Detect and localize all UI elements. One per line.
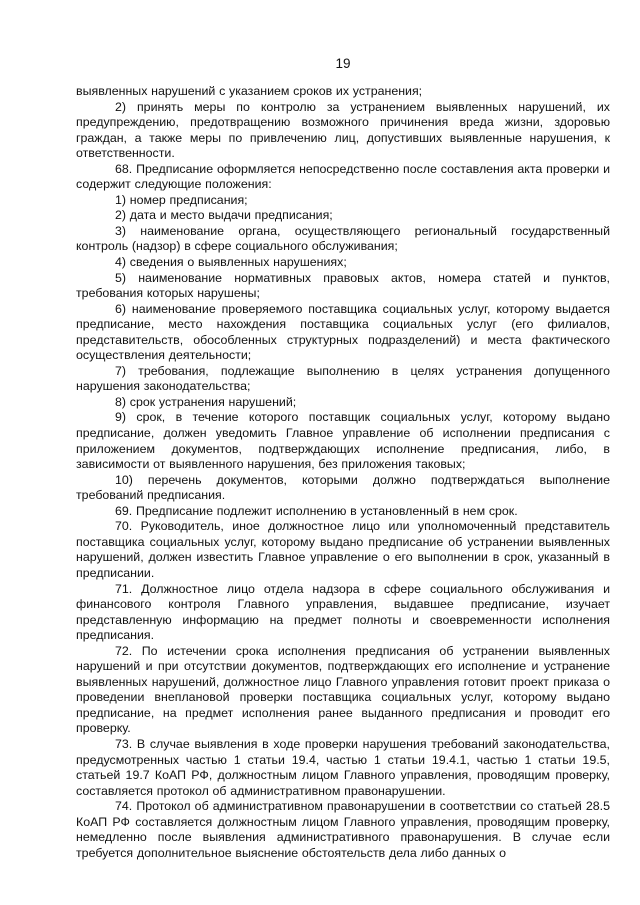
paragraph: 72. По истечении срока исполнения предписания об устранении выявленных нарушений и при отсутствии документов, подтверждающих его исполнение и устранение выявленных нарушений, должностное лицо Главного управления готовит проект приказа о проведении внеплановой проверки поставщика социальных услуг, которому выдано предписание, на предмет исполнения ранее выданного предписания и проводит его проверку. bbox=[76, 643, 610, 736]
paragraph: 68. Предписание оформляется непосредственно после составления акта проверки и содержит следующие положения: bbox=[76, 161, 610, 192]
paragraph: 7) требования, подлежащие выполнению в целях устранения допущенного нарушения законодательства; bbox=[76, 363, 610, 394]
paragraph: 74. Протокол об административном правонарушении в соответствии со статьей 28.5 КоАП РФ составляется должностным лицом Главного управления, проводящим проверку, немедленно после выявления административного правонарушения. В случае если требуется дополнительное выяснение обстоятельств дела либо данных о bbox=[76, 799, 610, 860]
paragraph: 69. Предписание подлежит исполнению в установленный в нем срок. bbox=[115, 503, 518, 518]
paragraph: 8) срок устранения нарушений; bbox=[115, 394, 297, 409]
paragraph: 71. Должностное лицо отдела надзора в сфере социального обслуживания и финансового контроля Главного управления, выдавшее предписание, изучает представленную информацию на предмет полноты и своевременности исполнения предписания. bbox=[76, 581, 610, 643]
paragraph: 70. Руководитель, иное должностное лицо или уполномоченный представитель поставщика социальных услуг, которому выдано предписание об устранении выявленных нарушений, должен известить Главное управление о его выполнении в срок, указанный в предписании. bbox=[76, 519, 610, 580]
paragraph: 6) наименование проверяемого поставщика социальных услуг, которому выдается предписание, место нахождения поставщика социальных услуг (его филиалов, представительств, обособленных структурных подразделений) и места фактического осуществления деятельности; bbox=[76, 301, 610, 363]
page-number: 19 bbox=[335, 56, 351, 71]
document-body bbox=[76, 84, 610, 861]
paragraph: 1) номер предписания; bbox=[115, 192, 248, 207]
paragraph: 5) наименование нормативных правовых актов, номера статей и пунктов, требования которых нарушены; bbox=[76, 270, 610, 301]
paragraph: 73. В случае выявления в ходе проверки нарушения требований законодательства, предусмотренных частью 1 статьи 19.4, частью 1 статьи 19.4.1, частью 1 статьи 19.5, статьей 19.7 КоАП РФ, должностным лицом Главного управления, проводящим проверку, составляется протокол об административном правонарушении. bbox=[76, 736, 610, 798]
paragraph: 10) перечень документов, которыми должно подтверждаться выполнение требований предписания. bbox=[76, 472, 610, 503]
paragraph: 2) принять меры по контролю за устранением выявленных нарушений, их предупреждению, предотвращению возможного причинения вреда жизни, здоровью граждан, а также меры по привлечению лиц, допустивших выявленные нарушения, к ответственности. bbox=[76, 99, 610, 161]
paragraph: выявленных нарушений с указанием сроков их устранения; bbox=[76, 84, 423, 98]
paragraph: 9) срок, в течение которого поставщик социальных услуг, которому выдано предписание, должен уведомить Главное управление об исполнении предписания с приложением документов, подтверждающих исполнение предписания, либо, в зависимости от выявленного нарушения, без приложения таковых; bbox=[76, 410, 610, 472]
paragraph: 4) сведения о выявленных нарушениях; bbox=[115, 255, 347, 270]
paragraph: 2) дата и место выдачи предписания; bbox=[115, 208, 333, 223]
paragraph: 3) наименование органа, осуществляющего региональный государственный контроль (надзор) в сфере социального обслуживания; bbox=[76, 223, 610, 254]
